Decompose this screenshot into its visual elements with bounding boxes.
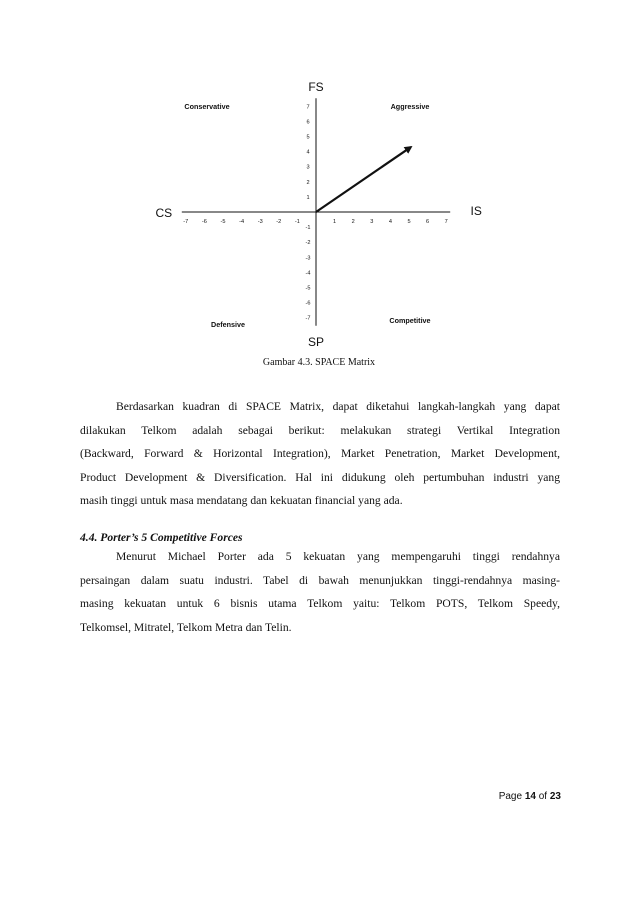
page-footer xyxy=(499,791,561,802)
paragraph-line: dilakukan Telkom adalah sebagai berikut: melakukan strategi Vertikal Integration xyxy=(80,423,560,437)
paragraph-line: masih tinggi untuk masa mendatang dan kekuatan financial yang ada. xyxy=(80,494,403,508)
paragraph-line: Menurut Michael Porter ada 5 kekuatan yang mempengaruhi tinggi rendahnya xyxy=(116,550,560,563)
paragraph-line: Berdasarkan kuadran di SPACE Matrix, dapat diketahui langkah-langkah yang dapat xyxy=(116,400,560,413)
paragraph-line: masing kekuatan untuk 6 bisnis utama Telkom yaitu: Telkom POTS, Telkom Speedy, xyxy=(80,597,560,611)
y-tick-label: 1 xyxy=(306,194,310,201)
y-tick-label: 4 xyxy=(306,149,310,156)
x-tick-label: -7 xyxy=(183,219,189,225)
x-tick-label: -2 xyxy=(276,219,282,225)
y-tick-label: -5 xyxy=(305,285,311,292)
y-tick-label: -2 xyxy=(305,240,311,247)
y-tick-label: 3 xyxy=(306,164,310,171)
x-tick-label: 6 xyxy=(426,219,430,225)
axis-label-fs: FS xyxy=(308,80,324,94)
space-matrix-chart xyxy=(140,75,500,350)
figure-caption: Gambar 4.3. SPACE Matrix xyxy=(262,357,376,368)
x-tick-label: 2 xyxy=(351,219,355,225)
axis-label-sp: SP xyxy=(307,335,325,349)
footer-of-word: of xyxy=(538,791,548,802)
paragraph-line: Product Development & Diversification. Hal ini didukung oleh pertumbuhan industri yang xyxy=(80,470,560,484)
paragraph-porter xyxy=(80,545,560,639)
x-tick-label: 3 xyxy=(370,219,374,225)
y-tick-label: -6 xyxy=(305,300,311,307)
x-tick-label: -4 xyxy=(239,219,245,225)
y-tick-label: -3 xyxy=(305,255,311,262)
quadrant-label-conservative: Conservative xyxy=(184,102,230,111)
axis-label-cs: CS xyxy=(155,206,173,220)
section-heading: 4.4. Porter’s 5 Competitive Forces xyxy=(80,531,243,544)
strategy-vector-arrow xyxy=(316,147,411,212)
y-tick-label: 5 xyxy=(306,134,310,141)
x-tick-label: 1 xyxy=(333,219,337,225)
footer-page-number: 14 xyxy=(524,791,536,802)
y-tick-label: -7 xyxy=(305,315,311,322)
x-tick-label: -6 xyxy=(201,219,207,225)
x-tick-label: 7 xyxy=(444,219,448,225)
x-tick-label: -3 xyxy=(257,219,263,225)
quadrant-label-defensive: Defensive xyxy=(211,320,245,329)
x-tick-label: 5 xyxy=(407,219,411,225)
quadrant-label-competitive: Competitive xyxy=(389,316,431,325)
x-tick-label: 4 xyxy=(388,219,392,225)
quadrant-label-aggressive: Aggressive xyxy=(390,102,430,111)
y-tick-label: -4 xyxy=(305,270,311,277)
y-tick-label: -1 xyxy=(305,225,311,232)
footer-page-word: Page xyxy=(498,791,523,802)
y-tick-label: 7 xyxy=(306,104,310,111)
y-tick-label: 6 xyxy=(306,119,310,126)
y-tick-label: 2 xyxy=(306,179,310,186)
paragraph-line: (Backward, Forward & Horizontal Integration), Market Penetration, Market Development, xyxy=(80,447,560,461)
axis-label-is: IS xyxy=(470,204,482,218)
space-matrix-svg xyxy=(140,75,500,350)
paragraph-line: persaingan dalam suatu industri. Tabel di bawah menunjukkan tinggi-rendahnya masing- xyxy=(80,573,560,587)
paragraph-line: Telkomsel, Mitratel, Telkom Metra dan Telin. xyxy=(80,620,292,634)
footer-total-pages: 23 xyxy=(549,791,561,802)
x-tick-label: -1 xyxy=(294,219,300,225)
paragraph-space-interpretation xyxy=(80,395,560,513)
x-tick-label: -5 xyxy=(220,219,226,225)
